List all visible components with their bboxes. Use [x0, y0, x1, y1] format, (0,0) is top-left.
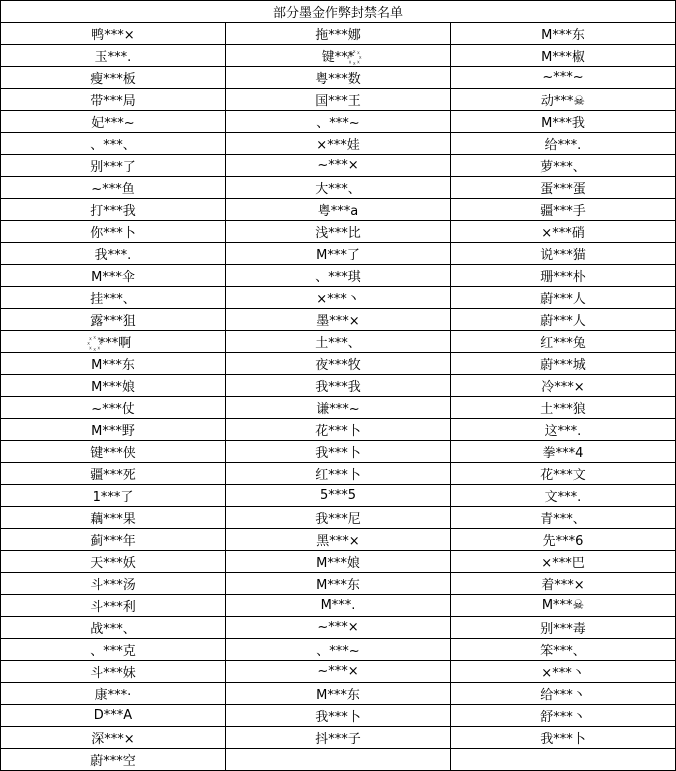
- name-cell: 我***我: [226, 375, 451, 397]
- name-cell: 斗***汤: [1, 573, 226, 595]
- name-cell: D***A: [1, 705, 226, 727]
- name-cell: 国***王: [226, 89, 451, 111]
- name-cell: 疆***手: [451, 199, 676, 221]
- name-cell: 土***狼: [451, 397, 676, 419]
- table-row: [1, 727, 676, 749]
- name-cell: M***东: [226, 573, 451, 595]
- table-row: [1, 551, 676, 573]
- table-row: [1, 705, 676, 727]
- name-cell: 藕***果: [1, 507, 226, 529]
- name-cell: 蓟***年: [1, 529, 226, 551]
- name-cell: M***我: [451, 111, 676, 133]
- name-cell: M***野: [1, 419, 226, 441]
- name-cell: 、***~: [226, 111, 451, 133]
- table-row: [1, 23, 676, 45]
- table-row: [1, 67, 676, 89]
- title-row: [1, 1, 676, 23]
- name-cell: [451, 749, 676, 771]
- table-row: [1, 287, 676, 309]
- name-cell: 粤***数: [226, 67, 451, 89]
- table-row: [1, 45, 676, 67]
- name-cell: 、***~: [226, 639, 451, 661]
- table-row: [1, 265, 676, 287]
- name-cell: 我***卜: [226, 705, 451, 727]
- name-cell: 蛋***蛋: [451, 177, 676, 199]
- name-cell: 你***卜: [1, 221, 226, 243]
- name-cell: ~***×: [226, 661, 451, 683]
- name-cell: 我***.: [1, 243, 226, 265]
- name-cell: 战***、: [1, 617, 226, 639]
- name-cell: 斗***利: [1, 595, 226, 617]
- name-cell: 、***琪: [226, 265, 451, 287]
- name-cell: 别***了: [1, 155, 226, 177]
- name-cell: 我***尼: [226, 507, 451, 529]
- name-cell: 珊***朴: [451, 265, 676, 287]
- name-cell: 打***我: [1, 199, 226, 221]
- name-cell: 拳***4: [451, 441, 676, 463]
- name-cell: 大***、: [226, 177, 451, 199]
- name-cell: 谦***~: [226, 397, 451, 419]
- name-cell: 着***×: [451, 573, 676, 595]
- name-cell: ~***×: [226, 155, 451, 177]
- name-cell: 给***.: [451, 133, 676, 155]
- name-cell: ~***×: [226, 617, 451, 639]
- name-cell: 花***卜: [226, 419, 451, 441]
- name-cell: 键***꙰: [226, 45, 451, 67]
- name-cell: 挂***、: [1, 287, 226, 309]
- name-cell: 黑***×: [226, 529, 451, 551]
- name-cell: 红***卜: [226, 463, 451, 485]
- table-row: [1, 89, 676, 111]
- name-cell: 5***5: [226, 485, 451, 507]
- name-cell: 妃***~: [1, 111, 226, 133]
- name-cell: M***娘: [226, 551, 451, 573]
- name-cell: 先***6: [451, 529, 676, 551]
- name-cell: 、***、: [1, 133, 226, 155]
- name-cell: 说***猫: [451, 243, 676, 265]
- name-cell: ×***娃: [226, 133, 451, 155]
- name-cell: 玉***.: [1, 45, 226, 67]
- name-cell: 青***、: [451, 507, 676, 529]
- name-cell: [226, 749, 451, 771]
- table-row: [1, 331, 676, 353]
- table-row: [1, 507, 676, 529]
- table-row: [1, 155, 676, 177]
- name-cell: ×***丶: [226, 287, 451, 309]
- name-cell: 疆***死: [1, 463, 226, 485]
- name-cell: M***☠: [451, 595, 676, 617]
- name-cell: 笨***、: [451, 639, 676, 661]
- name-cell: 花***文: [451, 463, 676, 485]
- table-row: [1, 133, 676, 155]
- name-cell: 墨***×: [226, 309, 451, 331]
- name-cell: M***伞: [1, 265, 226, 287]
- table-row: [1, 617, 676, 639]
- name-cell: 康***·: [1, 683, 226, 705]
- name-cell: 别***毒: [451, 617, 676, 639]
- name-cell: 拖***娜: [226, 23, 451, 45]
- ban-list-body: [1, 23, 676, 771]
- name-cell: ~***鱼: [1, 177, 226, 199]
- table-row: [1, 463, 676, 485]
- table-row: [1, 595, 676, 617]
- name-cell: 鸭***×: [1, 23, 226, 45]
- table-row: [1, 397, 676, 419]
- name-cell: 瘦***板: [1, 67, 226, 89]
- name-cell: 天***妖: [1, 551, 226, 573]
- name-cell: M***东: [1, 353, 226, 375]
- table-row: [1, 683, 676, 705]
- table-row: [1, 221, 676, 243]
- name-cell: M***.: [226, 595, 451, 617]
- name-cell: 舒***丶: [451, 705, 676, 727]
- table-row: [1, 177, 676, 199]
- name-cell: 土***、: [226, 331, 451, 353]
- name-cell: 带***局: [1, 89, 226, 111]
- table-row: [1, 243, 676, 265]
- table-row: [1, 441, 676, 463]
- table-row: [1, 639, 676, 661]
- name-cell: 键***侠: [1, 441, 226, 463]
- name-cell: 我***卜: [226, 441, 451, 463]
- name-cell: ×***巴: [451, 551, 676, 573]
- name-cell: 粤***a: [226, 199, 451, 221]
- name-cell: 红***兔: [451, 331, 676, 353]
- name-cell: 我***卜: [451, 727, 676, 749]
- name-cell: 文***.: [451, 485, 676, 507]
- name-cell: 这***.: [451, 419, 676, 441]
- name-cell: 夜***牧: [226, 353, 451, 375]
- name-cell: 深***×: [1, 727, 226, 749]
- table-title: 部分墨金作弊封禁名单: [1, 1, 676, 23]
- name-cell: 给***丶: [451, 683, 676, 705]
- table-row: [1, 419, 676, 441]
- table-row: [1, 353, 676, 375]
- name-cell: 蔚***人: [451, 287, 676, 309]
- table-row: [1, 111, 676, 133]
- name-cell: M***东: [451, 23, 676, 45]
- name-cell: ~***~: [451, 67, 676, 89]
- name-cell: M***娘: [1, 375, 226, 397]
- name-cell: ꙰ ***啊: [1, 331, 226, 353]
- name-cell: 斗***妹: [1, 661, 226, 683]
- name-cell: 、***克: [1, 639, 226, 661]
- name-cell: 冷***×: [451, 375, 676, 397]
- table-row: [1, 661, 676, 683]
- name-cell: 蔚***空: [1, 749, 226, 771]
- name-cell: 萝***、: [451, 155, 676, 177]
- table-row: [1, 749, 676, 771]
- table-row: [1, 485, 676, 507]
- table-row: [1, 309, 676, 331]
- name-cell: 动***☠: [451, 89, 676, 111]
- table-row: [1, 199, 676, 221]
- name-cell: 蔚***城: [451, 353, 676, 375]
- name-cell: M***东: [226, 683, 451, 705]
- name-cell: 蔚***人: [451, 309, 676, 331]
- name-cell: 浅***比: [226, 221, 451, 243]
- table-row: [1, 375, 676, 397]
- name-cell: ×***硝: [451, 221, 676, 243]
- name-cell: 1***了: [1, 485, 226, 507]
- table-row: [1, 573, 676, 595]
- name-cell: M***了: [226, 243, 451, 265]
- name-cell: ~***仗: [1, 397, 226, 419]
- name-cell: 露***狙: [1, 309, 226, 331]
- name-cell: M***椒: [451, 45, 676, 67]
- name-cell: 抖***子: [226, 727, 451, 749]
- name-cell: ×***丶: [451, 661, 676, 683]
- table-row: [1, 529, 676, 551]
